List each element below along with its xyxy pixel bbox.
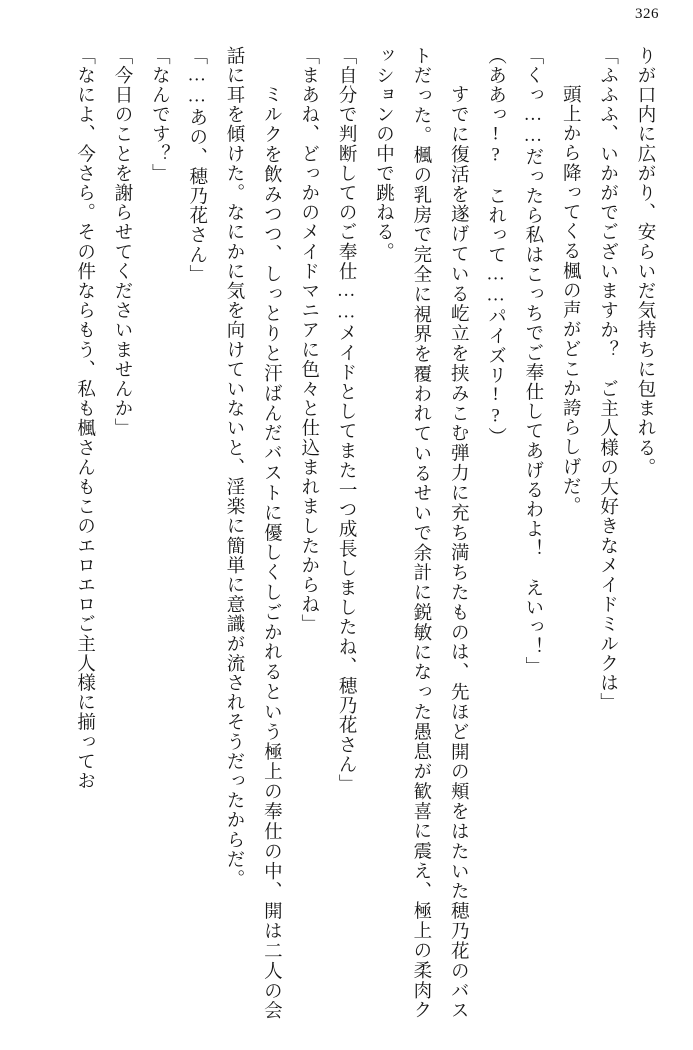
paragraph: りが口内に広がり、安らいだ気持ちに包まれる。 bbox=[635, 46, 655, 478]
page-body-text bbox=[26, 46, 663, 1020]
paragraph: 頭上から降ってくる楓の声がどこか誇らしげだ。 bbox=[560, 64, 581, 516]
paragraph: （ああっ!? これって……パイズリ!?） bbox=[485, 46, 506, 447]
paragraph: 「自分で判断してのご奉仕……メイドとしてまた一つ成長しましたね、穂乃花さん」 bbox=[336, 46, 357, 794]
paragraph: 「今日のことを謝らせてくださいませんか」 bbox=[111, 46, 132, 438]
page-number: 326 bbox=[635, 6, 659, 22]
paragraph: ミルクを飲みつつ、しっとりと汗ばんだバストに優しくしごかれるという極上の奉仕の中、開は二人の会話に耳を傾けた。なにかに気を向けていないと、淫楽に簡単に意識が流されそうだったからだ。 bbox=[224, 46, 282, 1020]
paragraph: 「くっ……だったら私はこっちでご奉仕してあげるわよ！ えいっ！」 bbox=[522, 46, 543, 677]
paragraph: 「なんです？」 bbox=[149, 46, 170, 184]
paragraph: すでに復活を遂げている屹立を挟みこむ弾力に充ち満ちたものは、先ほど開の頬をはたいた穂乃花のバストだった。楓の乳房で完全に視界を覆われているせいで余計に鋭敏になった愚息が歓喜に震え、極上の柔肉クッションの中で跳ねる。 bbox=[373, 46, 469, 1020]
paragraph: 「ふふふ、いかがでございますか？ ご主人様の大好きなメイドミルクは」 bbox=[597, 46, 618, 713]
paragraph: 「まあね、どっかのメイドマニアに色々と仕込まれましたからね」 bbox=[298, 46, 319, 634]
paragraph: 「なによ、今さら。その件ならもう、私も楓さんもこのエロエロご主人様に揃ってお bbox=[74, 46, 95, 791]
paragraph: 「……あの、穂乃花さん」 bbox=[186, 46, 207, 285]
